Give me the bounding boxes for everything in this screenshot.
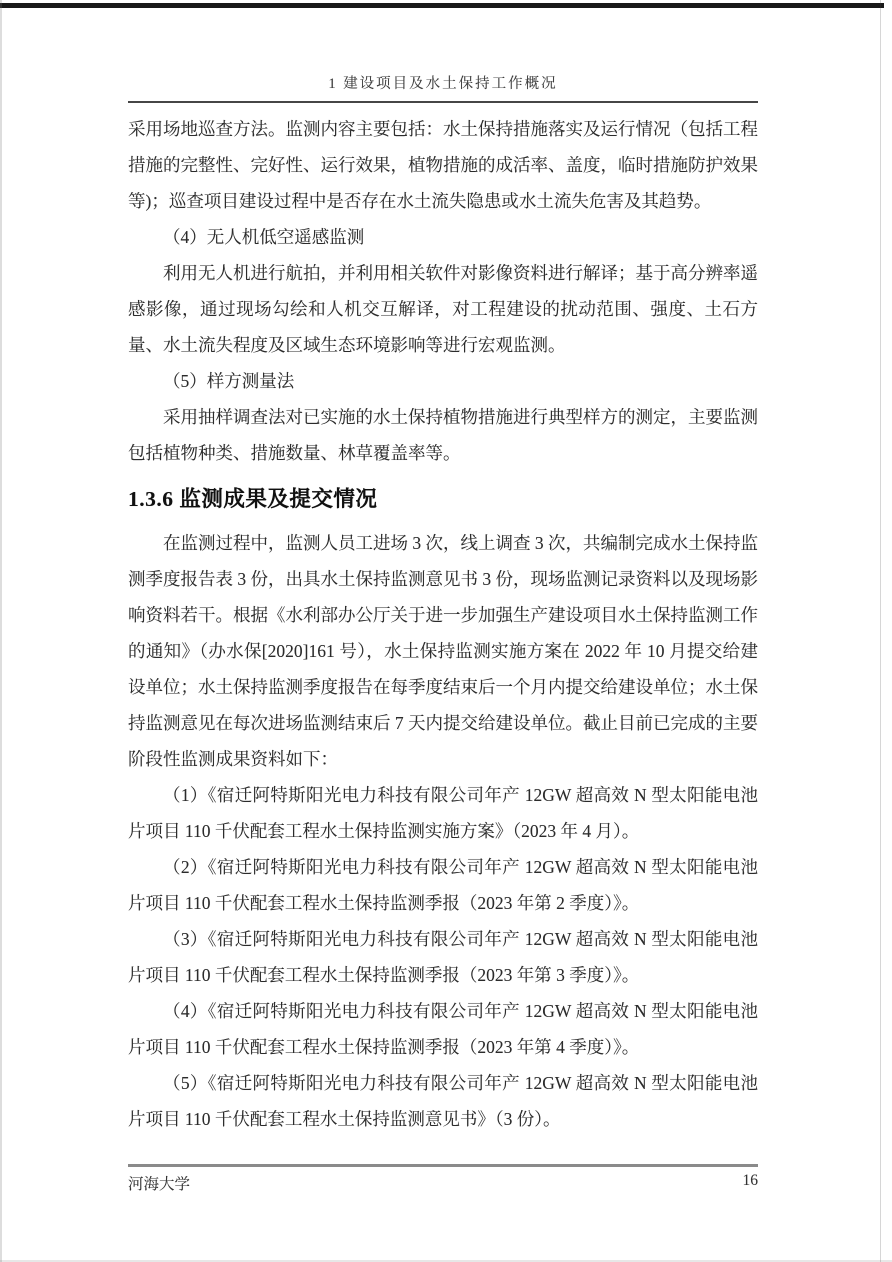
scan-edge-left — [0, 0, 2, 1262]
section-heading-1-3-6: 1.3.6 监测成果及提交情况 — [128, 487, 378, 511]
paragraph-continuation: 采用场地巡查方法。监测内容主要包括：水土保持措施落实及运行情况（包括工程措施的完整性、完好性、运行效果，植物措施的成活率、盖度，临时措施防护效果等)；巡查项目建设过程中是否存在水土流失隐患或水土流失危害及其趋势。 — [128, 119, 758, 211]
running-header-title: 1 建设项目及水土保持工作概况 — [128, 72, 758, 103]
paragraph-method5-title: （5）样方测量法 — [163, 371, 295, 391]
scan-edge-right — [880, 0, 881, 1262]
result-item-4: （4）《宿迁阿特斯阳光电力科技有限公司年产 12GW 超高效 N 型太阳能电池片项目 110 千伏配套工程水土保持监测季报（2023 年第 4 季度）》。 — [128, 1001, 758, 1057]
footer-organization: 河海大学 — [128, 1176, 191, 1193]
result-item-2: （2）《宿迁阿特斯阳光电力科技有限公司年产 12GW 超高效 N 型太阳能电池片项目 110 千伏配套工程水土保持监测季报（2023 年第 2 季度）》。 — [128, 857, 758, 913]
result-item-3: （3）《宿迁阿特斯阳光电力科技有限公司年产 12GW 超高效 N 型太阳能电池片项目 110 千伏配套工程水土保持监测季报（2023 年第 3 季度）》。 — [128, 929, 758, 985]
result-item-1: （1）《宿迁阿特斯阳光电力科技有限公司年产 12GW 超高效 N 型太阳能电池片项目 110 千伏配套工程水土保持监测实施方案》（2023 年 4 月）。 — [128, 785, 758, 841]
result-item-5: （5）《宿迁阿特斯阳光电力科技有限公司年产 12GW 超高效 N 型太阳能电池片项目 110 千伏配套工程水土保持监测意见书》（3 份）。 — [128, 1073, 758, 1129]
scan-edge-top — [0, 3, 884, 8]
page-footer — [128, 1164, 758, 1194]
paragraph-monitoring-summary: 在监测过程中，监测人员工进场 3 次，线上调查 3 次，共编制完成水土保持监测季度报告表 3 份，出具水土保持监测意见书 3 份，现场监测记录资料以及现场影响资料若干。根据《水利部办公厅关于进一步加强生产建设项目水土保持监测工作的通知》（办水保[2020]161 号），水土保持监测实施方案在 2022 年 10 月提交给建设单位；水土保持监测季度报告在每季度结束后一个月内提交给建设单位；水土保持监测意见在每次进场监测结束后 7 天内提交给建设单位。截止目前已完成的主要阶段性监测成果资料如下： — [128, 533, 758, 769]
document-body — [128, 111, 758, 1137]
footer-page-number: 16 — [742, 1172, 758, 1189]
paragraph-method5-body: 采用抽样调查法对已实施的水土保持植物措施进行典型样方的测定，主要监测包括植物种类、措施数量、林草覆盖率等。 — [128, 407, 758, 463]
paragraph-method4-title: （4）无人机低空遥感监测 — [163, 227, 365, 247]
paragraph-method4-body: 利用无人机进行航拍，并利用相关软件对影像资料进行解译；基于高分辨率遥感影像，通过现场勾绘和人机交互解译，对工程建设的扰动范围、强度、土石方量、水土流失程度及区域生态环境影响等进行宏观监测。 — [128, 263, 758, 355]
